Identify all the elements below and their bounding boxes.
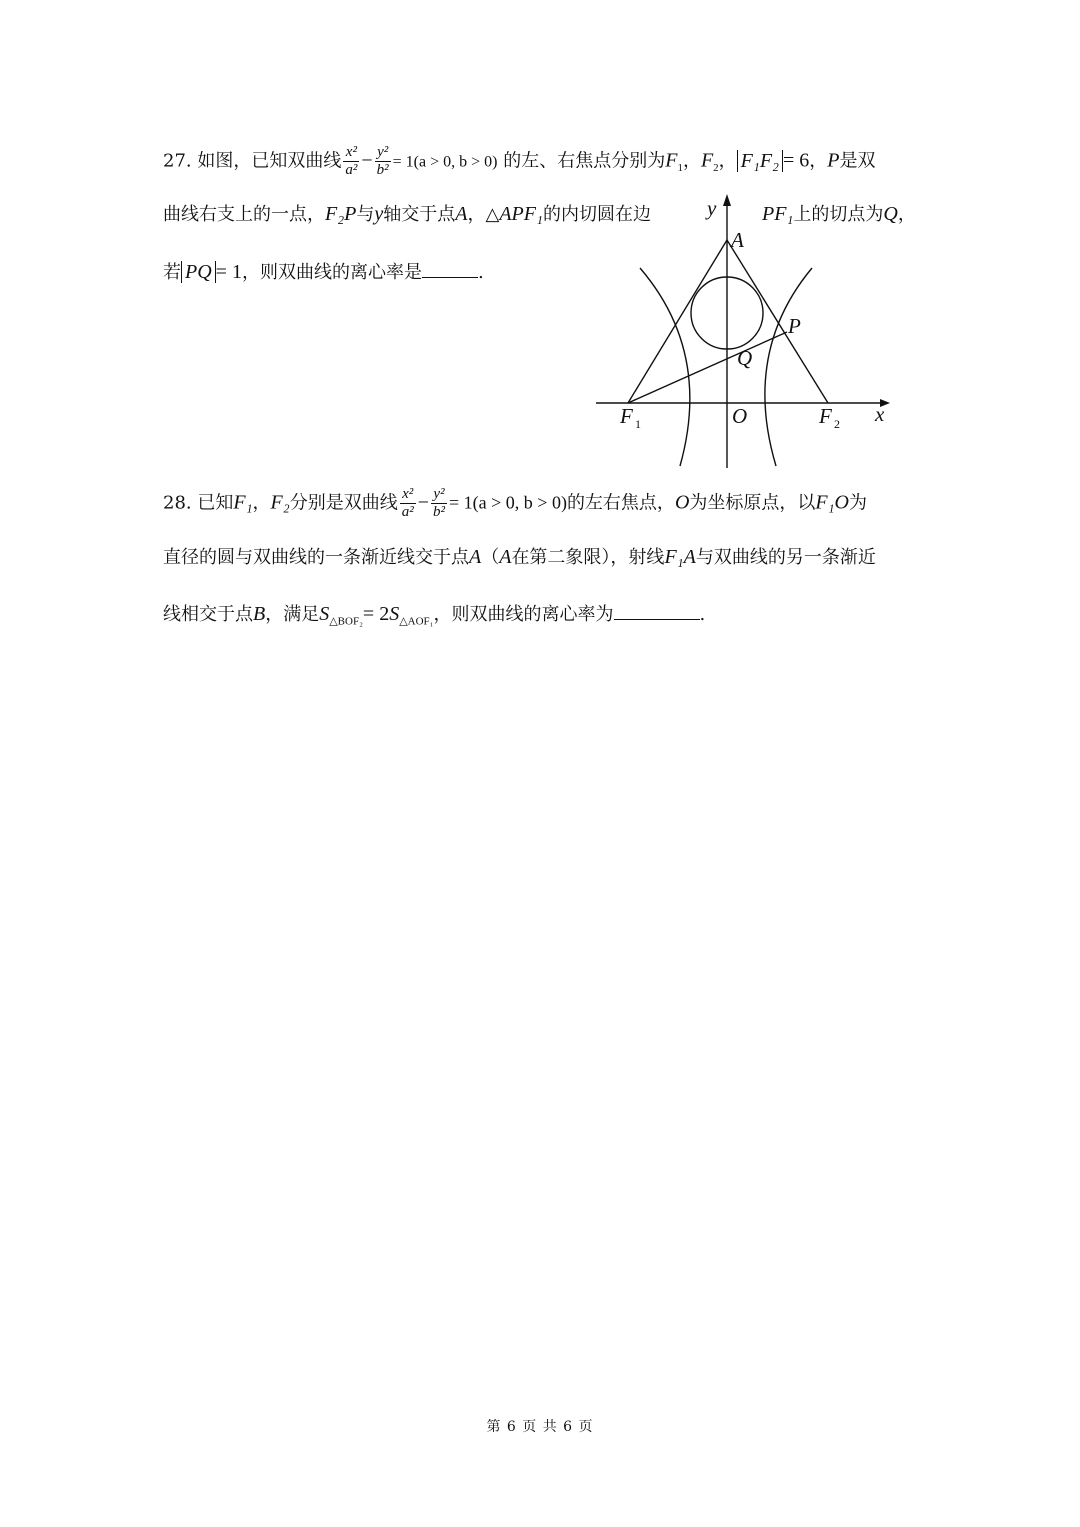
q28-fraction-y: $\frac{\text{y²}}{\text{b²}}$ xyxy=(433,486,445,520)
label-f2: F xyxy=(819,404,832,428)
q27-abs-f1f2: F₁F₂ xyxy=(737,150,783,172)
y-axis-arrow xyxy=(723,194,731,206)
hyperbola-left-branch xyxy=(640,268,690,466)
page-footer: 第 6 页 共 6 页 xyxy=(486,1419,594,1435)
hyperbola-diagram xyxy=(590,190,890,472)
q28-line-1: 28. 已知F₁，F₂分别是双曲线 $\frac{\text{x²}}{\text{a²}}$ − $\frac{\text{y²}}{\text{b²}}$ = 1(a > 0, b > 0)的左右焦点，O为坐标原点，以F₁O为 xyxy=(163,486,868,520)
q27-fraction-x: $\frac{\text{x²}}{\text{a²}}$ xyxy=(345,144,358,178)
q28-line-3: 线相交于点B，满足$S_{\triangle BOF_2}= 2S_{\triangle AOF_1}$，则双曲线的离心率为 . xyxy=(163,603,706,628)
q28-equation-rest: = 1(a > 0, b > 0) xyxy=(449,492,567,513)
q27-answer-blank xyxy=(422,259,478,278)
label-f1-sub: 1 xyxy=(635,417,641,431)
q28-number: 28. xyxy=(163,492,192,514)
q28-fraction-x: $\frac{\text{x²}}{\text{a²}}$ xyxy=(401,486,414,520)
label-q: Q xyxy=(737,346,753,370)
q28-line-2: 直径的圆与双曲线的一条渐近线交于点A（A在第二象限），射线F₁A与双曲线的另一条渐近 xyxy=(163,546,876,568)
q27-number: 27. xyxy=(163,150,192,172)
label-p: P xyxy=(788,314,801,338)
q27-line-2-cont: PF₁上的切点为Q， xyxy=(762,203,916,225)
q27-line-3: 若 PQ = 1，则双曲线的离心率是 . xyxy=(163,261,484,283)
q28-answer-blank xyxy=(614,601,700,620)
q27-text: 如图，已知双曲线 xyxy=(197,150,342,172)
q27-line-1: 27. 如图，已知双曲线 $\frac{\text{x²}}{\text{a²}}$ − $\frac{\text{y²}}{\text{b²}}$ = 1(a > 0, b > 0) 的左、右焦点分别为$F_1$，$F_2$， F₁F₂ = 6，P是双 xyxy=(163,144,876,178)
q27-fraction-y: $\frac{\text{y²}}{\text{b²}}$ xyxy=(376,144,389,178)
q27-line-2: 曲线右支上的一点，F₂P与y轴交于点A，△APF₁的内切圆在边 xyxy=(163,203,651,225)
q27-equation-rest: = 1(a > 0, b > 0) xyxy=(392,153,498,171)
label-f1: F xyxy=(620,404,633,428)
label-o: O xyxy=(732,404,748,428)
label-y: y xyxy=(707,196,717,220)
line-f1-a xyxy=(628,240,727,403)
label-f2-sub: 2 xyxy=(834,417,840,431)
line-a-f2 xyxy=(727,240,828,403)
q27-abs-pq: PQ xyxy=(181,261,216,283)
label-a: A xyxy=(731,228,744,252)
label-x: x xyxy=(875,402,885,426)
